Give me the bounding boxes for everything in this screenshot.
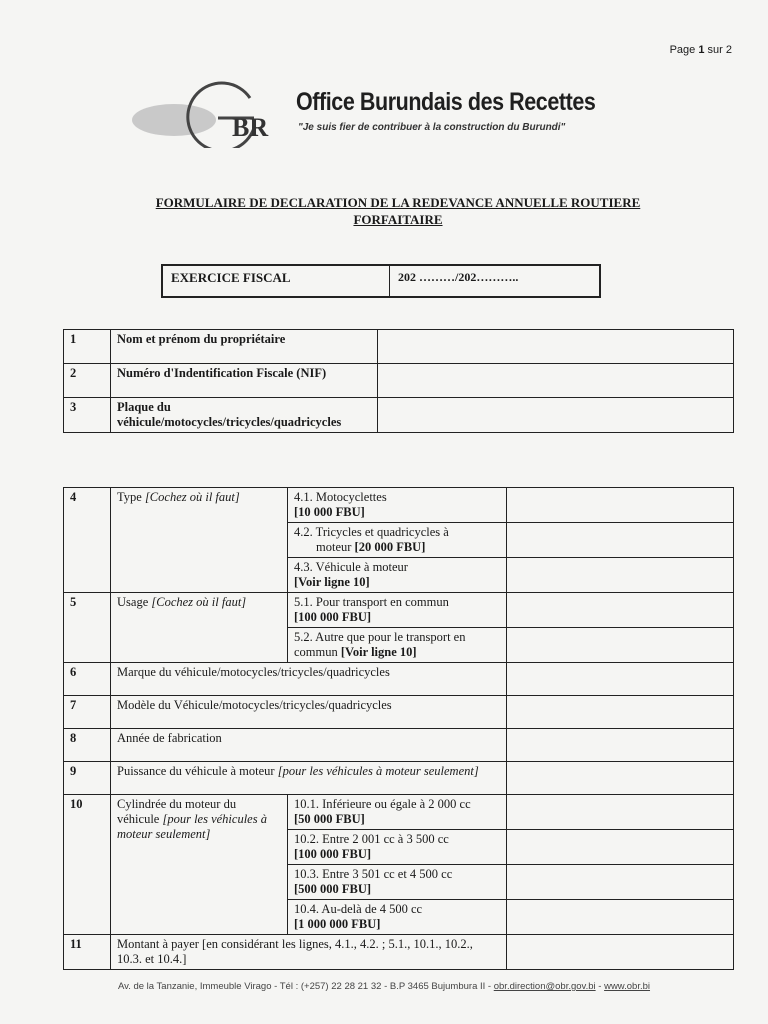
row-label: Année de fabrication: [111, 729, 507, 762]
fiscal-year-label: EXERCICE FISCAL: [163, 266, 390, 296]
power-field[interactable]: [507, 762, 734, 795]
row-number: 10: [64, 795, 111, 935]
option-text: 5.1. Pour transport en commun: [294, 595, 449, 609]
power-hint: [pour les véhicules à moteur seulement]: [277, 764, 479, 778]
amount-due-field[interactable]: [507, 935, 734, 970]
model-field[interactable]: [507, 696, 734, 729]
option-cell: [288, 523, 507, 558]
footer: [0, 981, 768, 992]
option-amount: [100 000 FBU]: [294, 847, 372, 861]
owner-table: [63, 329, 734, 433]
logo-text: BR: [232, 113, 269, 142]
displacement-label: Cylindrée du moteur du véhicule: [117, 797, 237, 826]
checkbox-cell-4-3[interactable]: [507, 558, 734, 593]
row-number: 1: [64, 330, 111, 364]
year-field[interactable]: [507, 729, 734, 762]
page-separator: sur: [707, 44, 723, 56]
option-text: 10.1. Inférieure ou égale à 2 000 cc: [294, 797, 471, 811]
row-label: [111, 762, 507, 795]
owner-name-field[interactable]: [378, 330, 734, 364]
option-cell: [288, 865, 507, 900]
row-label: [111, 795, 288, 935]
page-label: Page: [669, 44, 696, 56]
option-amount: [Voir ligne 10]: [294, 575, 370, 589]
fiscal-year-field[interactable]: 202 ………/202………..: [398, 270, 519, 284]
slogan: "Je suis fier de contribuer à la construction du Burundi": [298, 122, 566, 133]
letterhead: [132, 78, 652, 158]
row-number: 4: [64, 488, 111, 593]
brand-field[interactable]: [507, 663, 734, 696]
form-title-line2: FORFAITAIRE: [353, 212, 443, 227]
table-row: [64, 364, 734, 398]
vehicle-table: [63, 487, 734, 970]
usage-label: Usage: [117, 595, 149, 609]
power-label: Puissance du véhicule à moteur: [117, 764, 275, 778]
checkbox-cell-4-2[interactable]: [507, 523, 734, 558]
table-row: [64, 762, 734, 795]
table-row: [64, 696, 734, 729]
table-row: [64, 663, 734, 696]
option-text: 4.3. Véhicule à moteur: [294, 560, 408, 574]
option-cell: [288, 795, 507, 830]
type-label: Type: [117, 490, 142, 504]
table-row: [64, 795, 734, 830]
option-amount: [50 000 FBU]: [294, 812, 365, 826]
option-text: 4.1. Motocyclettes: [294, 490, 387, 504]
row-number: 11: [64, 935, 111, 970]
checkbox-cell-10-3[interactable]: [507, 865, 734, 900]
option-text: 10.3. Entre 3 501 cc et 4 500 cc: [294, 867, 453, 881]
type-hint: [Cochez où il faut]: [144, 490, 240, 504]
row-number: 2: [64, 364, 111, 398]
table-row: [64, 398, 734, 433]
row-label: [111, 593, 288, 663]
row-label: [111, 488, 288, 593]
option-text: 4.2. Tricycles et quadricycles à: [294, 525, 449, 539]
table-row: [64, 488, 734, 523]
option-text-cont: moteur: [316, 540, 352, 554]
option-cell: [288, 830, 507, 865]
nif-field[interactable]: [378, 364, 734, 398]
page-number: [670, 44, 732, 56]
checkbox-cell-5-1[interactable]: [507, 593, 734, 628]
page-total: 2: [725, 44, 732, 56]
row-number: 6: [64, 663, 111, 696]
row-label: Marque du véhicule/motocycles/tricycles/quadricycles: [111, 663, 507, 696]
option-text: 5.2. Autre que pour le transport en commun: [294, 630, 466, 659]
form-title-line1: FORMULAIRE DE DECLARATION DE LA REDEVANCE ANNUELLE ROUTIERE: [155, 195, 641, 210]
page-current: 1: [698, 44, 705, 56]
row-label: Modèle du Véhicule/motocycles/tricycles/quadricycles: [111, 696, 507, 729]
checkbox-cell-4-1[interactable]: [507, 488, 734, 523]
checkbox-cell-10-1[interactable]: [507, 795, 734, 830]
option-amount: [10 000 FBU]: [294, 505, 365, 519]
table-row: [64, 330, 734, 364]
option-amount: [1 000 000 FBU]: [294, 917, 381, 931]
table-row: [64, 729, 734, 762]
option-amount: [Voir ligne 10]: [340, 645, 417, 659]
option-cell: [288, 593, 507, 628]
option-text: 10.2. Entre 2 001 cc à 3 500 cc: [294, 832, 449, 846]
footer-email-link[interactable]: obr.direction@obr.gov.bi: [493, 981, 596, 992]
option-cell: [288, 488, 507, 523]
row-number: 9: [64, 762, 111, 795]
plate-field[interactable]: [378, 398, 734, 433]
option-cell: [288, 628, 507, 663]
row-label: Plaque du véhicule/motocycles/tricycles/quadricycles: [111, 398, 378, 433]
option-cell: [288, 558, 507, 593]
option-amount: [500 000 FBU]: [294, 882, 372, 896]
checkbox-cell-10-4[interactable]: [507, 900, 734, 935]
row-label: Montant à payer [en considérant les lignes, 4.1., 4.2. ; 5.1., 10.1., 10.2., 10.3. et 10.4.]: [111, 935, 507, 970]
row-number: 7: [64, 696, 111, 729]
option-amount: [20 000 FBU]: [354, 540, 426, 554]
checkbox-cell-10-2[interactable]: [507, 830, 734, 865]
footer-address: Av. de la Tanzanie, Immeuble Virago - Tél : (+257) 22 28 21 32 - B.P 3465 Bujumbura II -: [117, 981, 492, 992]
row-label: Nom et prénom du propriétaire: [111, 330, 378, 364]
footer-separator: -: [598, 981, 602, 992]
fiscal-year-box: [161, 264, 601, 298]
org-name: Office Burundais des Recettes: [296, 88, 596, 116]
checkbox-cell-5-2[interactable]: [507, 628, 734, 663]
usage-hint: [Cochez où il faut]: [151, 595, 247, 609]
option-cell: [288, 900, 507, 935]
footer-website-link[interactable]: www.obr.bi: [604, 981, 651, 992]
row-number: 3: [64, 398, 111, 433]
row-number: 8: [64, 729, 111, 762]
table-row: [64, 935, 734, 970]
form-title: [80, 194, 716, 228]
row-label: Numéro d'Indentification Fiscale (NIF): [111, 364, 378, 398]
obr-logo: [132, 78, 282, 148]
option-amount: [100 000 FBU]: [294, 610, 372, 624]
row-number: 5: [64, 593, 111, 663]
table-row: [64, 593, 734, 628]
option-text: 10.4. Au-delà de 4 500 cc: [294, 902, 423, 916]
displacement-hint: [pour les véhicules à moteur seulement]: [117, 812, 267, 841]
